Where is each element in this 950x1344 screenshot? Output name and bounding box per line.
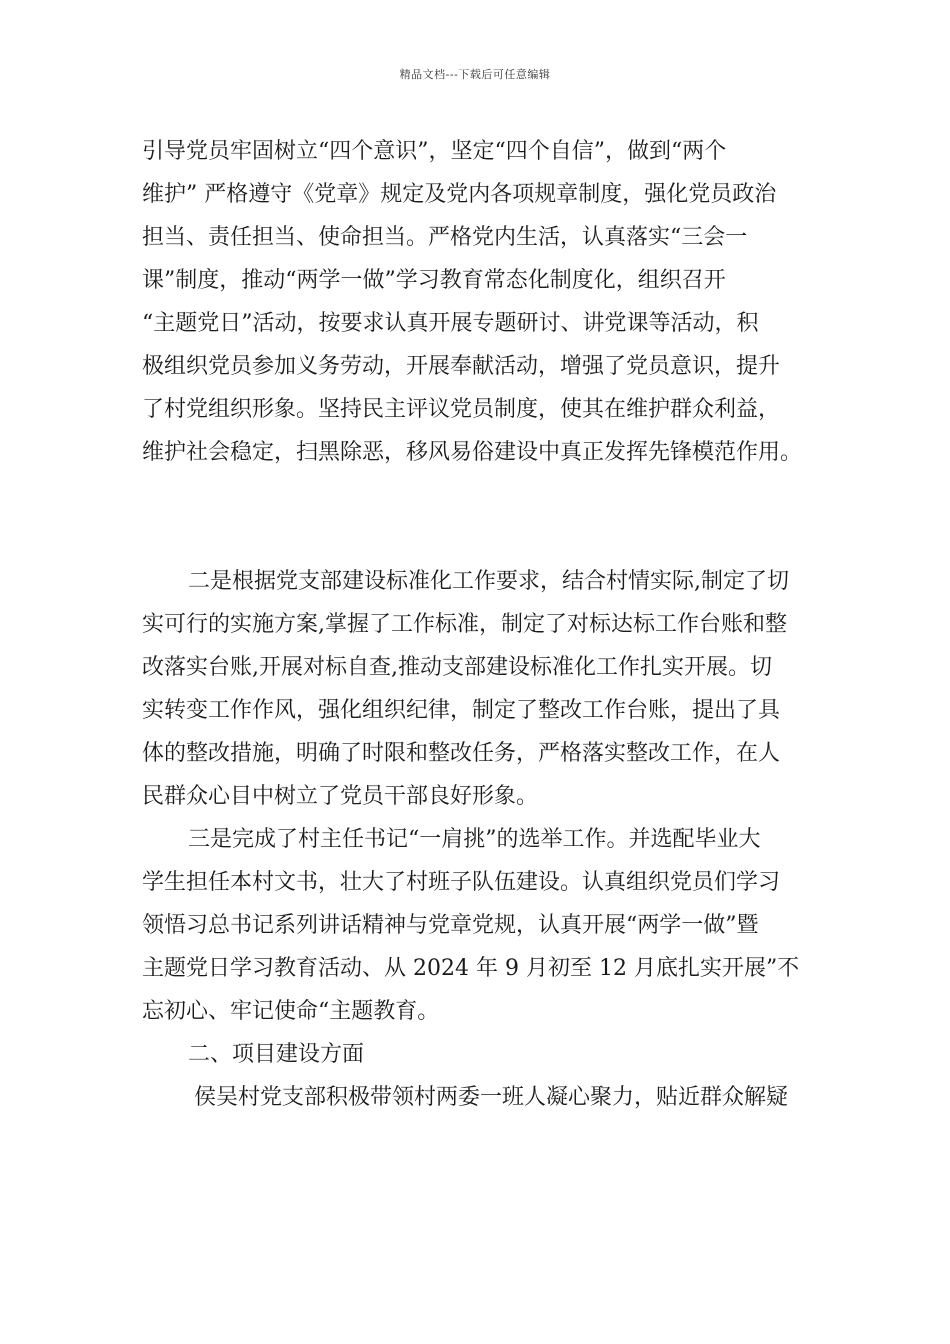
page-header: 精品文档---下载后可任意编辑 — [399, 68, 551, 81]
paragraph-1 — [142, 130, 822, 474]
text-line: 忘初心、牢记使命“主题教育。 — [142, 999, 440, 1024]
text-line: 主题党日学习教育活动、从 2024 年 9 月初至 12 月底扎实开展”不 — [142, 956, 800, 981]
text-line: 民群众心目中树立了党员干部良好形象。 — [142, 784, 539, 809]
text-line: 引导党员牢固树立“四个意识”，坚定“四个自信”，做到“两个 — [142, 139, 727, 164]
text-line: 维护社会稳定，扫黑除恶，移风易俗建设中真正发挥先锋模范作用。 — [142, 440, 803, 465]
paragraph-4 — [142, 1076, 822, 1119]
text-line: 实转变工作作风，强化组织纪律，制定了整改工作台账，提出了具 — [142, 698, 781, 723]
text-line: 二是根据党支部建设标准化工作要求，结合村情实际,制定了切 — [188, 569, 789, 594]
paragraph-3 — [142, 818, 822, 1033]
text-line: 维护” 严格遵守《党章》规定及党内各项规章制度，强化党员政治 — [142, 182, 777, 207]
section-heading: 二、项目建设方面 — [188, 1042, 365, 1067]
text-line: 三是完成了村主任书记“一肩挑”的选举工作。并选配毕业大 — [188, 827, 761, 852]
text-line: 实可行的实施方案,掌握了工作标准，制定了对标达标工作台账和整 — [142, 612, 787, 637]
text-line: 体的整改措施，明确了时限和整改任务，严格落实整改工作，在人 — [142, 741, 781, 766]
text-line: 侯吴村党支部积极带领村两委一班人凝心聚力，贴近群众解疑 — [194, 1085, 789, 1110]
text-line: 改落实台账,开展对标自查,推动支部建设标准化工作扎实开展。切 — [142, 655, 772, 680]
text-line: 学生担任本村文书，壮大了村班子队伍建设。认真组织党员们学习 — [142, 870, 781, 895]
paragraph-2 — [142, 560, 822, 818]
text-line: 领悟习总书记系列讲话精神与党章党规，认真开展“两学一做”暨 — [142, 913, 759, 938]
text-line: 担当、责任担当、使命担当。严格党内生活，认真落实“三会一 — [142, 225, 748, 250]
paragraph-gap — [142, 474, 822, 560]
text-line: 了村党组织形象。坚持民主评议党员制度，使其在维护群众利益， — [142, 397, 781, 422]
text-line: 极组织党员参加义务劳动，开展奉献活动，增强了党员意识，提升 — [142, 354, 781, 379]
text-line: 课”制度，推动“两学一做”学习教育常态化制度化，组织召开 — [142, 268, 726, 293]
document-body — [142, 130, 822, 1119]
text-line: “主题党日”活动，按要求认真开展专题研讨、讲党课等活动，积 — [142, 311, 759, 336]
